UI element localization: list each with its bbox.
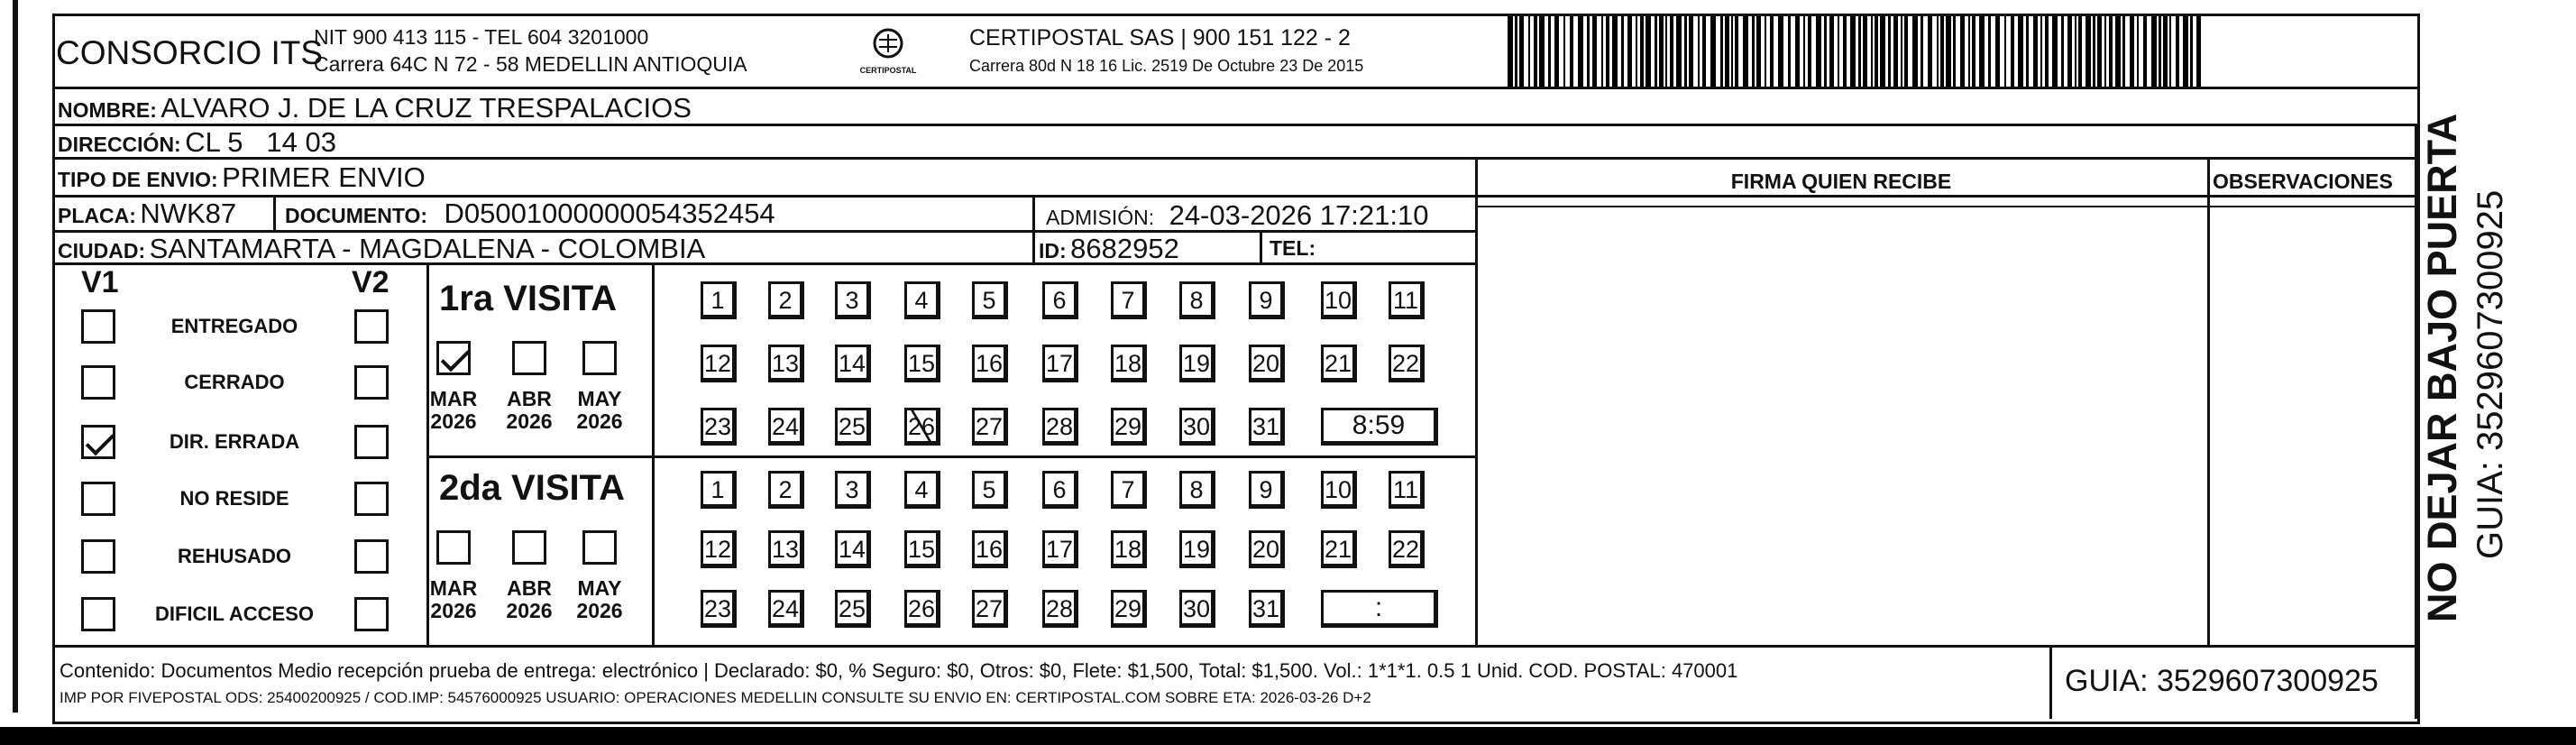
month-label: ABR 2026 (506, 387, 553, 433)
v1-heading: V1 (81, 265, 119, 299)
left-edge-line (13, 0, 18, 713)
day-box[interactable]: 7 (1111, 281, 1147, 319)
v1-checkbox[interactable] (81, 597, 115, 631)
day-box[interactable]: 6 (1042, 281, 1078, 319)
day-box[interactable]: 22 (1389, 530, 1425, 568)
month-label: MAR 2026 (429, 387, 478, 433)
day-box[interactable]: 28 (1042, 590, 1078, 628)
month-label: MAY 2026 (576, 387, 623, 433)
divider (2207, 157, 2210, 645)
placa-value: NWK87 (140, 198, 237, 229)
status-label: ENTREGADO (170, 315, 298, 337)
divider (1260, 230, 1262, 262)
placa-label: PLACA: (58, 204, 136, 227)
day-box[interactable]: 15 (904, 345, 940, 382)
placa-field (58, 199, 236, 227)
v2-heading: V2 (352, 265, 390, 299)
v1-checkbox[interactable] (81, 539, 115, 574)
tel-field (1270, 238, 1316, 259)
day-box[interactable]: 13 (768, 530, 804, 568)
month-checkbox[interactable] (436, 341, 471, 375)
day-box[interactable]: 29 (1111, 590, 1147, 628)
day-box[interactable]: 25 (835, 408, 871, 446)
ciudad-label: CIUDAD: (58, 239, 146, 262)
day-box[interactable]: 15 (904, 530, 940, 568)
day-box[interactable]: 8 (1179, 471, 1215, 509)
day-box[interactable]: 3 (835, 471, 871, 509)
day-box[interactable]: 11 (1389, 281, 1425, 319)
nombre-field (58, 94, 692, 122)
day-box[interactable]: 2 (768, 281, 804, 319)
day-box[interactable]: 16 (972, 345, 1008, 382)
footer-guia: GUIA: 3529607300925 (2065, 664, 2379, 698)
month-checkbox[interactable] (512, 341, 546, 375)
v2-checkbox[interactable] (354, 425, 389, 459)
day-box[interactable]: 29 (1111, 408, 1147, 446)
day-box[interactable]: 23 (701, 408, 737, 446)
day-box[interactable]: 10 (1321, 471, 1357, 509)
v1-checkbox[interactable] (81, 425, 115, 459)
day-box[interactable]: 18 (1111, 345, 1147, 382)
day-box[interactable]: 11 (1389, 471, 1425, 509)
day-box[interactable]: 4 (904, 281, 940, 319)
divider (273, 195, 276, 230)
v2-checkbox[interactable] (354, 597, 389, 631)
day-box[interactable]: 20 (1249, 345, 1285, 382)
day-box[interactable]: 17 (1042, 345, 1078, 382)
side-notice: NO DEJAR BAJO PUERTA (2419, 113, 2465, 622)
day-box[interactable]: 12 (701, 345, 737, 382)
documento-field (285, 199, 775, 227)
nombre-label: NOMBRE: (58, 98, 157, 122)
v1-checkbox[interactable] (81, 309, 115, 344)
divider (52, 87, 2417, 89)
observaciones-heading: OBSERVACIONES (2213, 170, 2393, 193)
divider (1477, 195, 2417, 198)
first-visit-title: 1ra VISITA (439, 279, 618, 318)
status-label: DIR. ERRADA (169, 430, 300, 453)
id-label: ID: (1039, 239, 1067, 262)
direccion-field (58, 128, 336, 156)
day-box[interactable]: 27 (972, 590, 1008, 628)
day-box[interactable]: 30 (1179, 590, 1215, 628)
divider (52, 124, 2417, 126)
divider (2415, 124, 2417, 719)
day-box[interactable]: 24 (768, 590, 804, 628)
ciudad-value: SANTAMARTA - MAGDALENA - COLOMBIA (149, 233, 706, 264)
day-box[interactable]: 21 (1321, 530, 1357, 568)
status-label: NO RESIDE (179, 487, 289, 510)
month-label: MAR 2026 (429, 576, 478, 622)
day-box[interactable]: 5 (972, 471, 1008, 509)
month-label: ABR 2026 (506, 576, 553, 622)
month-checkbox[interactable] (582, 530, 617, 565)
day-box[interactable]: 18 (1111, 530, 1147, 568)
status-label: REHUSADO (178, 545, 291, 567)
day-box[interactable]: 4 (904, 471, 940, 509)
month-checkbox[interactable] (582, 341, 617, 375)
day-box[interactable]: 21 (1321, 345, 1357, 382)
divider (652, 262, 655, 645)
divider (52, 645, 2417, 648)
day-box[interactable]: 3 (835, 281, 871, 319)
nombre-value: ALVARO J. DE LA CRUZ TRESPALACIOS (160, 92, 692, 124)
day-box[interactable]: 23 (701, 590, 737, 628)
company-name: CONSORCIO ITS (56, 34, 324, 71)
admision-field (1046, 201, 1428, 229)
day-box[interactable]: 2 (768, 471, 804, 509)
day-box[interactable]: 28 (1042, 408, 1078, 446)
status-label: DIFICIL ACCESO (154, 602, 314, 625)
day-box[interactable]: 5 (972, 281, 1008, 319)
month-checkbox[interactable] (512, 530, 546, 565)
v2-checkbox[interactable] (354, 482, 389, 516)
v2-checkbox[interactable] (354, 539, 389, 574)
v2-checkbox[interactable] (354, 309, 389, 344)
v2-checkbox[interactable] (354, 365, 389, 400)
day-box[interactable]: 16 (972, 530, 1008, 568)
day-box[interactable]: 8 (1179, 281, 1215, 319)
carrier-address: Carrera 80d N 18 16 Lic. 2519 De Octubre 23 De 2015 (969, 57, 1364, 75)
day-box[interactable]: 26 (904, 590, 940, 628)
company-address: Carrera 64C N 72 - 58 MEDELLIN ANTIOQUIA (314, 52, 747, 76)
direccion-value: CL 5 14 03 (185, 126, 336, 158)
v1-checkbox[interactable] (81, 365, 115, 400)
day-box[interactable]: 30 (1179, 408, 1215, 446)
id-field (1039, 235, 1179, 262)
day-box[interactable]: 14 (835, 345, 871, 382)
day-box[interactable]: 19 (1179, 530, 1215, 568)
day-box[interactable]: 24 (768, 408, 804, 446)
direccion-label: DIRECCIÓN: (58, 133, 181, 156)
day-box[interactable]: 6 (1042, 471, 1078, 509)
day-box[interactable]: 13 (768, 345, 804, 382)
side-guia: GUIA: 3529607300925 (2471, 189, 2510, 559)
day-box[interactable]: 22 (1389, 345, 1425, 382)
tipo-envio-value: PRIMER ENVIO (222, 161, 426, 193)
time-box[interactable]: 8:59 (1321, 408, 1438, 446)
day-box[interactable]: 17 (1042, 530, 1078, 568)
status-label: CERRADO (184, 371, 285, 393)
tipo-envio-field (58, 163, 426, 191)
divider (426, 455, 1477, 458)
carrier-name: CERTIPOSTAL SAS | 900 151 122 - 2 (969, 25, 1351, 51)
day-box[interactable]: 27 (972, 408, 1008, 446)
bottom-edge-bar (0, 727, 2576, 745)
tipo-envio-label: TIPO DE ENVIO: (58, 168, 218, 191)
day-box[interactable]: 9 (1249, 281, 1285, 319)
month-checkbox[interactable] (436, 530, 471, 565)
divider (2049, 645, 2052, 719)
second-visit-title: 2da VISITA (439, 468, 625, 508)
v1-checkbox[interactable] (81, 482, 115, 516)
day-box[interactable]: 1 (701, 471, 737, 509)
footer-print-info: IMP POR FIVEPOSTAL ODS: 25400200925 / COD.IMP: 54576000925 USUARIO: OPERACIONES MEDELLIN CONSULTE SU ENVIO EN: CERTIPOSTAL.COM SOBRE ETA: 2026-03-26 D+2 (60, 689, 1371, 706)
company-nit: NIT 900 413 115 - TEL 604 3201000 (314, 25, 649, 49)
day-box[interactable]: 25 (835, 590, 871, 628)
day-box[interactable]: 9 (1249, 471, 1285, 509)
month-label: MAY 2026 (576, 576, 623, 622)
divider (1032, 195, 1035, 262)
documento-label: DOCUMENTO: (285, 204, 428, 227)
logo-text: CERTIPOSTAL (859, 66, 917, 75)
day-box[interactable]: 14 (835, 530, 871, 568)
admision-value: 24-03-2026 17:21:10 (1169, 199, 1429, 231)
day-box[interactable]: 7 (1111, 471, 1147, 509)
footer-contents: Contenido: Documentos Medio recepción prueba de entrega: electrónico | Declarado: $0, % Seguro: $0, Otros: $0, Flete: $1,500, Total: $1,500. Vol.: 1*1*1. 0.5 1 Unid. COD. POSTAL: 470001 (60, 659, 1738, 682)
divider (1477, 206, 2417, 207)
documento-value: D05001000000054352454 (444, 198, 775, 229)
divider (1475, 157, 1478, 645)
day-box[interactable]: 12 (701, 530, 737, 568)
day-box[interactable]: 31 (1249, 408, 1285, 446)
day-box[interactable]: 20 (1249, 530, 1285, 568)
day-box[interactable]: 1 (701, 281, 737, 319)
admision-label: ADMISIÓN: (1046, 206, 1155, 229)
firma-heading: FIRMA QUIEN RECIBE (1730, 170, 1952, 193)
day-box[interactable]: 10 (1321, 281, 1357, 319)
divider (52, 157, 2417, 160)
day-box[interactable]: 31 (1249, 590, 1285, 628)
time-box[interactable]: : (1321, 590, 1438, 628)
id-value: 8682952 (1070, 233, 1179, 264)
ciudad-field (58, 235, 705, 262)
tel-label: TEL: (1270, 236, 1316, 260)
day-box[interactable]: 19 (1179, 345, 1215, 382)
day-box[interactable]: 26 (904, 408, 940, 446)
